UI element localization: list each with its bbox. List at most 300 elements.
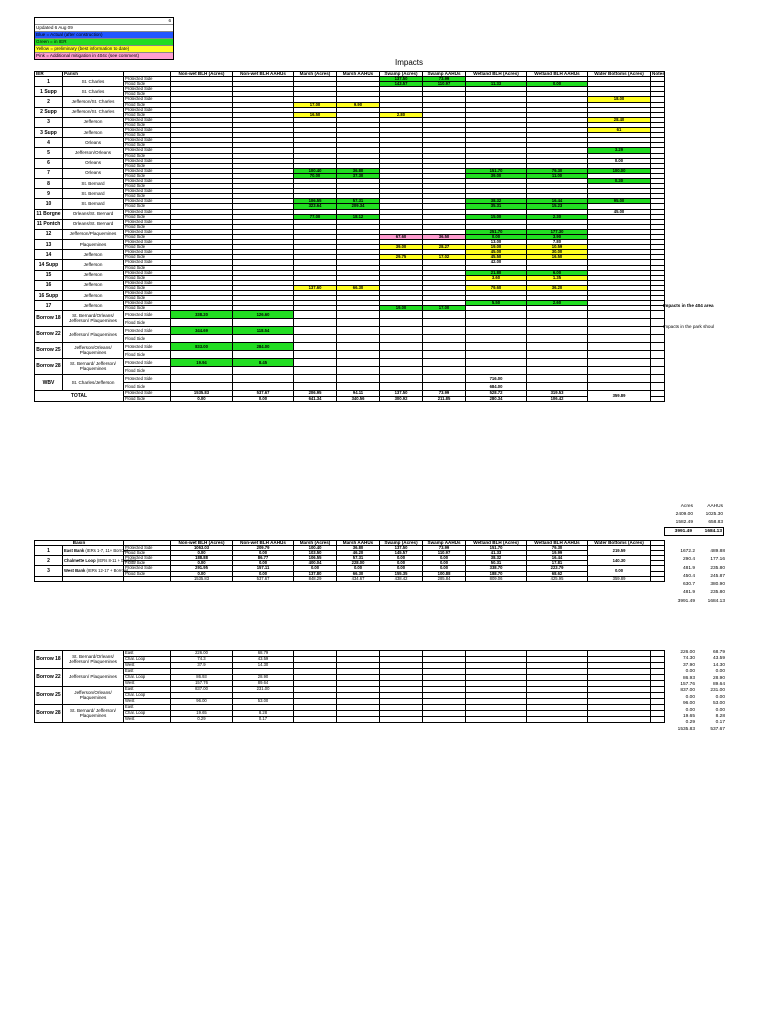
total-value: 280.34 [466,396,527,401]
basin-side-row [660,573,730,581]
value-cell: 16.44 [527,199,588,204]
value-cell [527,311,588,319]
value-cell [380,311,423,319]
value-cell [466,343,527,351]
value-cell: 231.00 [233,687,294,693]
value-cell [466,367,527,375]
water-cell: 0.00 [588,566,651,576]
value-cell: 157.11 [233,566,294,571]
side-label: Protected Side [124,270,171,275]
value-cell: 45.50 [466,255,527,260]
value-cell: 5.50 [466,301,527,306]
column-header: Wetland BLH (Acres) [466,541,527,546]
side-value: 37.90 [682,662,695,668]
value-cell: 66.30 [337,571,380,576]
borrow-detail-row [35,717,665,723]
value-cell: 137.50 [380,77,423,82]
side-label: Protected Side [124,189,171,194]
notes-cell [651,359,665,367]
side-label: Protected Side [124,107,171,112]
total-value: 319.53 [527,391,588,396]
parish-name: St. Bernard/ Jefferson/ Plaquemines [63,359,124,375]
table-row [35,343,665,351]
side-label: Flood Side [124,296,171,301]
side-label: Flood Side [124,112,171,117]
side-value: 3991.49 [677,598,695,604]
value-cell [337,327,380,335]
borrow-id: Borrow 22 [35,327,63,343]
value-cell: 17.00 [294,102,337,107]
ier-number: 14 [35,250,63,260]
value-cell: 0.00 [380,556,423,561]
side-label: Flood Side [124,275,171,280]
total-label: TOTAL [35,391,124,401]
parish-name: Orleans [63,168,124,178]
side-label: Flood Side [124,194,171,199]
value-cell: 2.60 [527,301,588,306]
ier-number: 11 Borgne [35,209,63,219]
basin-label: East [124,705,171,711]
notes-cell [651,367,665,375]
parish-name: Jefferson/ Plaquemines [63,327,124,343]
side-label: Protected Side [124,240,171,245]
parish-name: St. Charles [63,77,124,87]
value-cell: 17.81 [527,561,588,566]
value-cell [171,335,233,343]
side-label: Protected Side [124,158,171,163]
value-cell: 16.50 [527,255,588,260]
ier-number: 16 Supp [35,291,63,301]
side-value: 0.00 [685,694,695,700]
side-label: Flood Side [124,255,171,260]
side-label: Protected Side [124,566,171,571]
table-row [35,311,665,319]
side-value: 53.00 [712,701,725,707]
value-cell: 43.59 [233,657,294,663]
column-header: Wetland BLH (Acres) [466,72,527,77]
side-value: 177.16 [710,557,725,563]
ier-number: 17 [35,301,63,311]
legend-number: 6 [35,18,173,25]
parish-name: Jefferson/ Plaquemines [63,669,124,687]
value-cell [527,375,588,383]
value-cell: 42.00 [466,260,527,265]
value-cell [233,367,294,375]
value-cell: 0.17 [233,717,294,723]
side-value: 1535.83 [677,726,695,732]
ier-number: 5 [35,148,63,158]
value-cell: 684.00 [466,383,527,391]
basin-title: East Bank [64,547,85,553]
column-header: Non-wet BLH AAHUs [233,541,294,546]
value-cell: 344.69 [171,327,233,335]
value-cell [294,359,337,367]
parish-name: St. Charles/Jefferson [63,375,124,391]
value-cell [423,375,466,383]
value-cell: 151.70 [466,168,527,173]
side-value: 0.17 [715,720,725,726]
notes-cell [651,343,665,351]
value-cell: 103.50 [294,551,337,556]
side-label: Protected Side [124,178,171,183]
value-cell: 137.50 [380,546,423,551]
basin-side-row [660,598,730,606]
value-cell: 833.00 [171,343,233,351]
value-cell: 338.70 [466,566,527,571]
value-cell: 37.9 [171,663,233,669]
value-cell: 126.60 [233,311,294,319]
notes-cell [651,375,665,383]
parish-name: Orleans/St. Bernard [63,209,124,219]
basin-label: East [124,669,171,675]
ier-number: 13 [35,240,63,250]
value-cell [337,375,380,383]
value-cell: 35.31 [466,204,527,209]
side-label: Protected Side [124,229,171,234]
side-label: Protected Side [124,291,171,296]
side-value: 630.7 [682,582,695,588]
value-cell: 291.95 [171,566,233,571]
parish-name: St. Bernard/Orleans/ Jefferson/ Plaquemines [63,311,124,327]
value-cell: 37.30 [337,173,380,178]
total-value: 641.34 [294,396,337,401]
value-cell: 110.97 [423,82,466,87]
value-cell: 0.00 [171,571,233,576]
side-value: 837.00 [680,688,695,694]
ier-number: 10 [35,199,63,209]
cell [124,576,171,581]
value-cell [423,367,466,375]
side-value: 235.80 [710,565,725,571]
side-value: 2409.00 [675,511,693,517]
parish-name: Jefferson [63,301,124,311]
basin-total-row [35,576,665,581]
value-cell [233,319,294,327]
value-cell [527,327,588,335]
parish-name: Jefferson [63,250,124,260]
value-cell [380,327,423,335]
value-cell: 50.31 [466,561,527,566]
value-cell [337,351,380,359]
value-cell: 137.60 [294,285,337,290]
parish-name: Jefferson [63,280,124,290]
impacts-table [34,71,665,402]
side-label: Flood Side [124,351,171,359]
total-value: 528.72 [466,391,527,396]
column-header: Water Bottoms (Acres) [588,541,651,546]
total-value: 1535.83 [171,576,233,581]
side-label: Protected Side [124,327,171,335]
total-value: 438.42 [380,576,423,581]
value-cell: 0.00 [588,158,651,163]
value-cell: 209.34 [337,204,380,209]
value-cell [527,335,588,343]
ier-number: 15 [35,270,63,280]
basin-side-row [660,556,730,564]
value-cell [423,335,466,343]
value-cell: 137.80 [294,571,337,576]
side-label: Protected Side [124,260,171,265]
borrow-id: Borrow 18 [35,311,63,327]
value-cell: 29.75 [380,255,423,260]
total-value: 94.11 [337,391,380,396]
value-cell [294,343,337,351]
legend-blue: Blue = Actual (after construction) [35,32,173,39]
value-cell [527,359,588,367]
side-label: Protected Side [124,546,171,551]
value-cell: 19.94 [171,359,233,367]
side-label: Protected Side [124,117,171,122]
total-water: 359.89 [588,391,651,401]
side-value: 89.64 [712,681,725,687]
value-cell: 106.55 [294,556,337,561]
notes-cell [651,396,665,401]
basin-name [63,566,129,576]
value-cell: 118.54 [233,327,294,335]
note-ier-12: Impacts in the 404 area [663,303,714,308]
column-header: Marsh (Acres) [294,541,337,546]
value-cell: 19.65 [171,711,233,717]
side-acres-header: Acres [680,504,693,509]
value-cell [527,351,588,359]
value-cell [380,319,423,327]
cell [63,576,124,581]
side-aahus-header: AAHUs [707,504,723,509]
basin-desc: (IERs 1-7, 11+ Borrow) [85,547,129,553]
total-value: 211.85 [423,396,466,401]
value-cell: 86.77 [233,556,294,561]
column-header: Non-wet BLH (Acres) [171,541,233,546]
side-label: Protected Side [124,209,171,214]
basin-label: Chal. Loop [124,711,171,717]
parish-name: Orleans [63,158,124,168]
value-cell: 400.04 [294,561,337,566]
value-cell: 57.31 [337,199,380,204]
value-cell [337,359,380,367]
value-cell: 38.32 [466,199,527,204]
parish-name: Plaquemines [63,240,124,250]
water-cell: 219.59 [588,546,651,556]
value-cell: 74.3 [171,657,233,663]
side-label: Flood Side [124,561,171,566]
value-cell [423,343,466,351]
value-cell: 226.00 [171,651,233,657]
value-cell: 41.33 [466,551,527,556]
column-header: Parish [63,72,124,77]
value-cell [423,717,466,723]
value-cell [423,319,466,327]
value-cell: 10.59 [527,245,588,250]
table-row [35,367,665,375]
borrow-id: Borrow 28 [35,359,63,375]
value-cell [423,311,466,319]
basin-label: East [124,687,171,693]
value-cell: 0.00 [466,235,527,240]
side-value: 226.00 [680,650,695,655]
value-cell [294,367,337,375]
side-value: 0.00 [715,669,725,675]
value-cell: 0.00 [233,561,294,566]
parish-name: St. Bernard [63,178,124,188]
value-cell [588,343,651,351]
value-cell [294,327,337,335]
side-label: Protected Side [124,87,171,92]
side-label: Flood Side [124,319,171,327]
value-cell [527,717,588,723]
value-cell [294,717,337,723]
total-value: 359.89 [588,576,651,581]
value-cell [337,335,380,343]
column-header: Notes [652,71,665,76]
side-label: Protected Side [124,280,171,285]
value-cell [233,351,294,359]
value-cell: 13.00 [466,240,527,245]
value-cell: 3.60 [466,275,527,280]
notes-cell [651,383,665,391]
basin-side-row [660,565,730,573]
basin-side-row [660,548,730,556]
side-label: Protected Side [124,128,171,133]
parish-name: Orleans/St. Bernard [63,219,124,229]
basin-name [63,546,129,556]
legend-updated: Updated 6 Aug 09 [35,25,173,32]
basin-label: Chal. Loop [124,675,171,681]
ier-number: 14 Supp [35,260,63,270]
value-cell [588,351,651,359]
side-label: Flood Side [124,224,171,229]
value-cell: 0.00 [171,561,233,566]
value-cell: 0.00 [337,566,380,571]
value-cell [527,343,588,351]
value-cell: 106.55 [294,199,337,204]
value-cell: 36.80 [337,546,380,551]
side-value: 537.67 [710,726,725,732]
value-cell: 79.30 [527,168,588,173]
value-cell: 19.00 [380,306,423,311]
value-cell [423,351,466,359]
value-cell: 18.12 [337,214,380,219]
value-cell [588,367,651,375]
value-cell: 0.00 [294,566,337,571]
basin-desc: (IERs 12-17 + Borrow) [86,568,129,574]
side-label: Flood Side [124,214,171,219]
basin-side-summary [660,548,730,606]
total-value: 0.00 [233,396,294,401]
value-cell: 28.27 [423,245,466,250]
value-cell [337,367,380,375]
value-cell: 0.00 [380,566,423,571]
value-cell [423,327,466,335]
ier-number: 1 Supp [35,87,63,97]
value-cell: 45.00 [466,250,527,255]
value-cell [294,375,337,383]
parish-name: Jefferson [63,128,124,138]
value-cell [380,335,423,343]
value-cell: 110.97 [423,551,466,556]
side-value: 0.00 [715,694,725,700]
basin-desc: (IERs 8-11 + Borrow) [96,557,136,563]
legend-pink: Pink = Additional mitigation in 404c (see comment) [35,53,173,59]
column-header: Non-wet BLH (Acres) [171,72,233,77]
value-cell: 2.30 [527,214,588,219]
side-value: 0.00 [685,669,695,675]
parish-name: St. Bernard/ Jefferson/ Plaquemines [63,705,124,723]
value-cell: 8.28 [233,711,294,717]
value-cell: 0.00 [423,566,466,571]
total-value: 300.92 [380,396,423,401]
parish-name: Jefferson/Orleans/ Plaquemines [63,343,124,359]
side-label: Protected Side [124,301,171,306]
borrow-side-summary [660,650,730,733]
parish-name: Orleans [63,138,124,148]
side-label: Protected Side [124,375,171,383]
side-label: Flood Side [124,102,171,107]
cell [35,576,63,581]
column-header: IER [35,72,63,77]
ier-number: 11 Pontch [35,219,63,229]
value-cell: 284.00 [233,343,294,351]
side-value: 481.9 [682,565,695,571]
value-cell: 0.00 [380,561,423,566]
side-total: 1684.13 [704,528,722,534]
value-cell: 0.00 [233,551,294,556]
value-cell [588,383,651,391]
value-cell [588,311,651,319]
basin-table [34,540,665,582]
parish-name: Jefferson/Plaquemines [63,229,124,239]
basin-label: West [124,681,171,687]
value-cell: 155.35 [380,571,423,576]
column-header: Marsh AAHUs [337,72,380,77]
value-cell: 16.50 [294,112,337,117]
column-header: Non-wet BLH AAHUs [233,72,294,77]
parish-name: St. Bernard [63,199,124,209]
value-cell: 18.00 [588,97,651,102]
table-row [35,319,665,327]
column-header: Swamp AAHUs [423,541,466,546]
value-cell [337,311,380,319]
total-value: 848.29 [294,576,337,581]
value-cell: 1063.03 [171,546,233,551]
value-cell [466,311,527,319]
value-cell [380,717,423,723]
value-cell [527,319,588,327]
value-cell [294,319,337,327]
borrow-id: Borrow 25 [35,343,63,359]
borrow-id: Borrow 22 [35,669,63,687]
ier-number: 3 [35,117,63,127]
side-value: 290.4 [682,557,695,563]
value-cell [171,351,233,359]
value-cell: 837.00 [171,687,233,693]
ier-number: 2 [35,97,63,107]
side-label: Flood Side [124,367,171,375]
side-label: Flood Side [124,306,171,311]
side-label: Flood Side [124,163,171,168]
total-value: 206.95 [294,391,337,396]
value-cell: 0.29 [171,717,233,723]
value-cell [380,351,423,359]
side-label: Flood Side [124,184,171,189]
value-cell: 1.35 [527,275,588,280]
value-cell [527,367,588,375]
value-cell: 68.62 [527,571,588,576]
value-cell: 68.79 [233,651,294,657]
basin-label: Chal. Loop [124,657,171,663]
value-cell [380,375,423,383]
value-cell: 100.00 [588,168,651,173]
value-cell: 38.32 [466,556,527,561]
